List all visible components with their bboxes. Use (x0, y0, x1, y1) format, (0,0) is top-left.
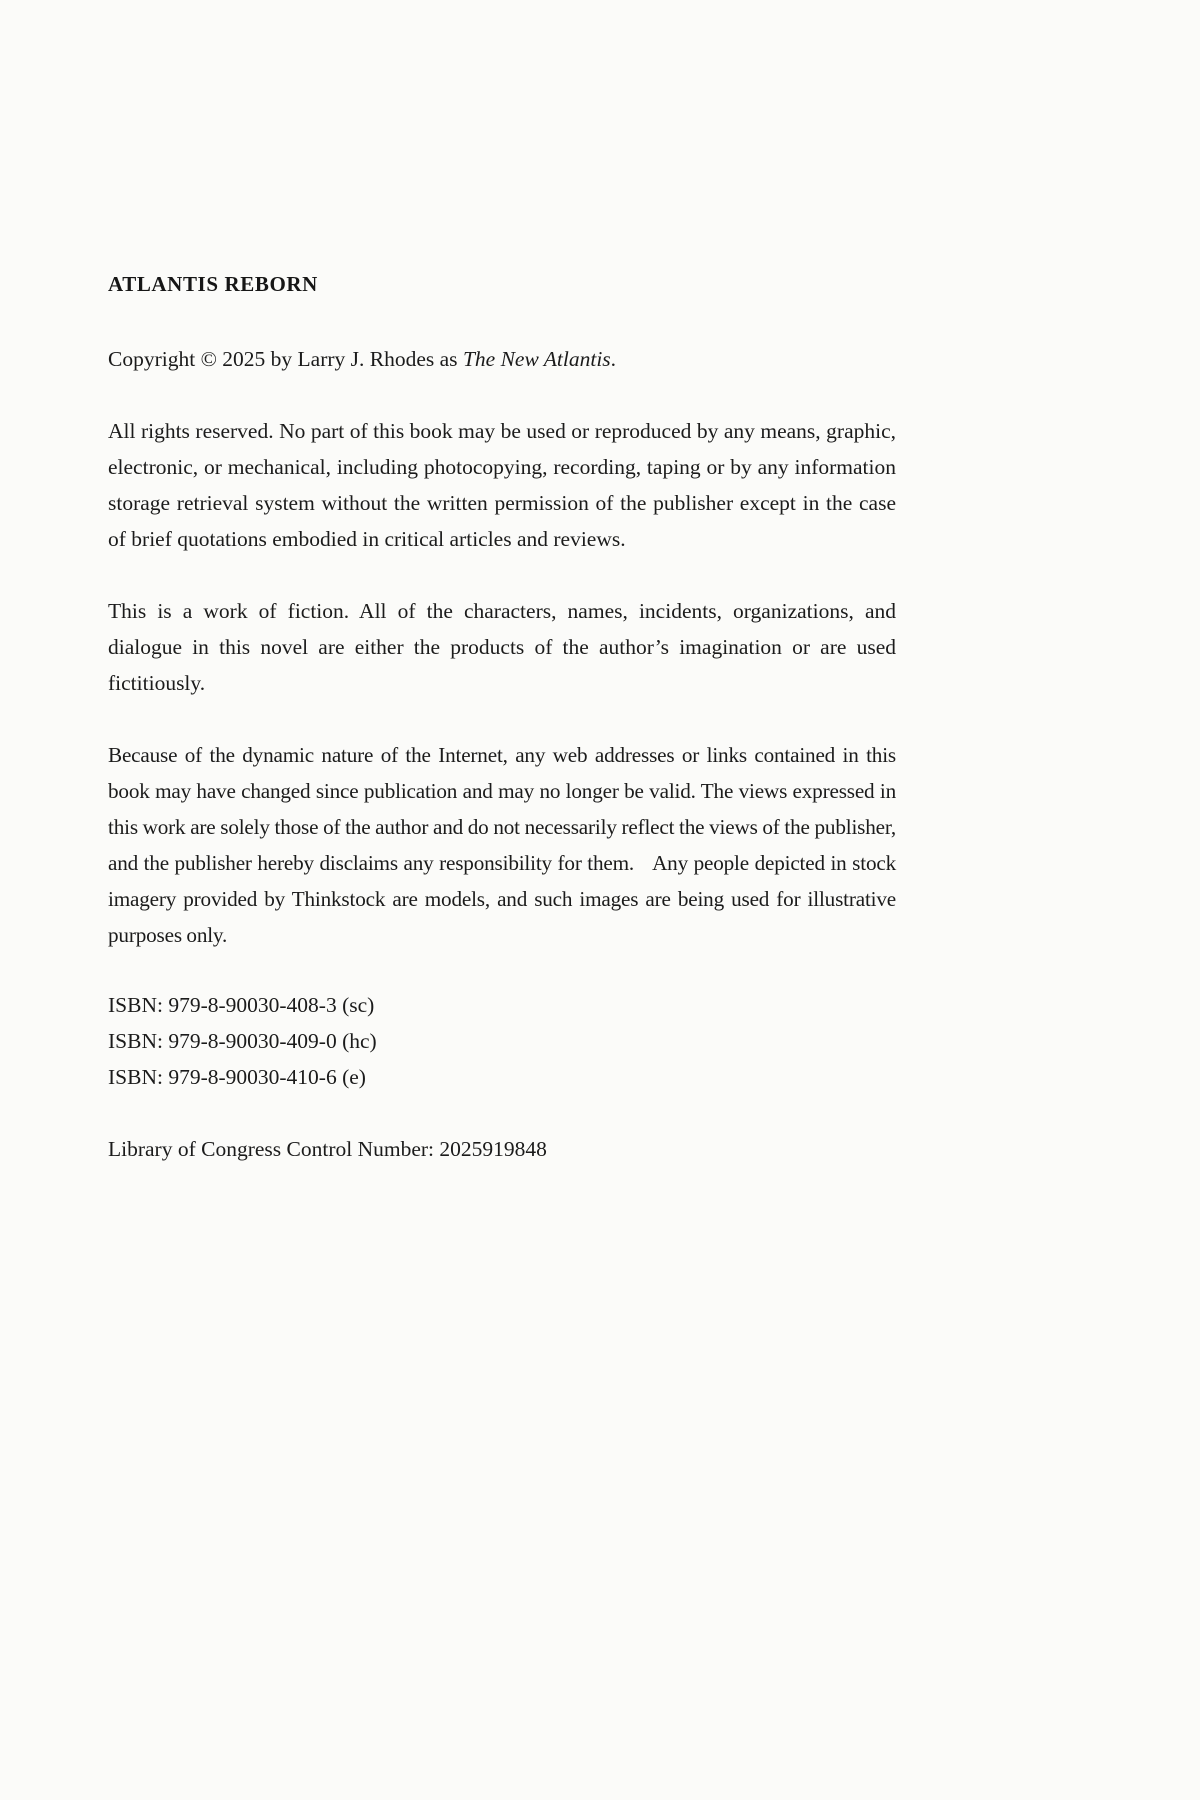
copyright-page-content (108, 272, 896, 1167)
copyright-notice-line (108, 341, 896, 377)
page-title: ATLANTIS REBORN (108, 272, 318, 296)
isbn-block (108, 987, 896, 1095)
isbn-softcover: ISBN: 979-8-90030-408-3 (sc) (108, 993, 375, 1018)
library-of-congress-control-number: Library of Congress Control Number: 2025919848 (108, 1137, 547, 1162)
isbn-hardcover: ISBN: 979-8-90030-409-0 (hc) (108, 1029, 377, 1054)
original-title-italic: The New Atlantis (462, 347, 611, 372)
work-of-fiction-paragraph: This is a work of fiction. All of the characters, names, incidents, organizations, and dialogue in this novel are either the products of the author’s imagination or are used fictitiously. (108, 599, 896, 696)
all-rights-reserved-paragraph: All rights reserved. No part of this book may be used or reproduced by any means, graphic, electronic, or mechanical, including photocopying, recording, taping or by any information storage retrieval system without the written permission of the publisher except in the case of brief quotations embodied in critical articles and reviews. (108, 419, 896, 552)
internet-disclaimer-second-part: Any people depicted in stock imagery provided by Thinkstock are models, and such images are being used for illustrative purposes only. (108, 851, 896, 948)
copyright-notice-prefix: Copyright © 2025 by Larry J. Rhodes as (108, 347, 463, 372)
internet-disclaimer-paragraph (108, 737, 896, 953)
copyright-notice-suffix: . (610, 347, 617, 372)
isbn-ebook: ISBN: 979-8-90030-410-6 (e) (108, 1065, 366, 1090)
internet-disclaimer-first-part: Because of the dynamic nature of the Internet, any web addresses or links contained in this book may have changed since publication and may no longer be valid. The views expressed in this work are solely those of the author and do not necessarily reflect the views of the publisher, and the publisher hereby disclaims any responsibility for them. (108, 743, 896, 876)
